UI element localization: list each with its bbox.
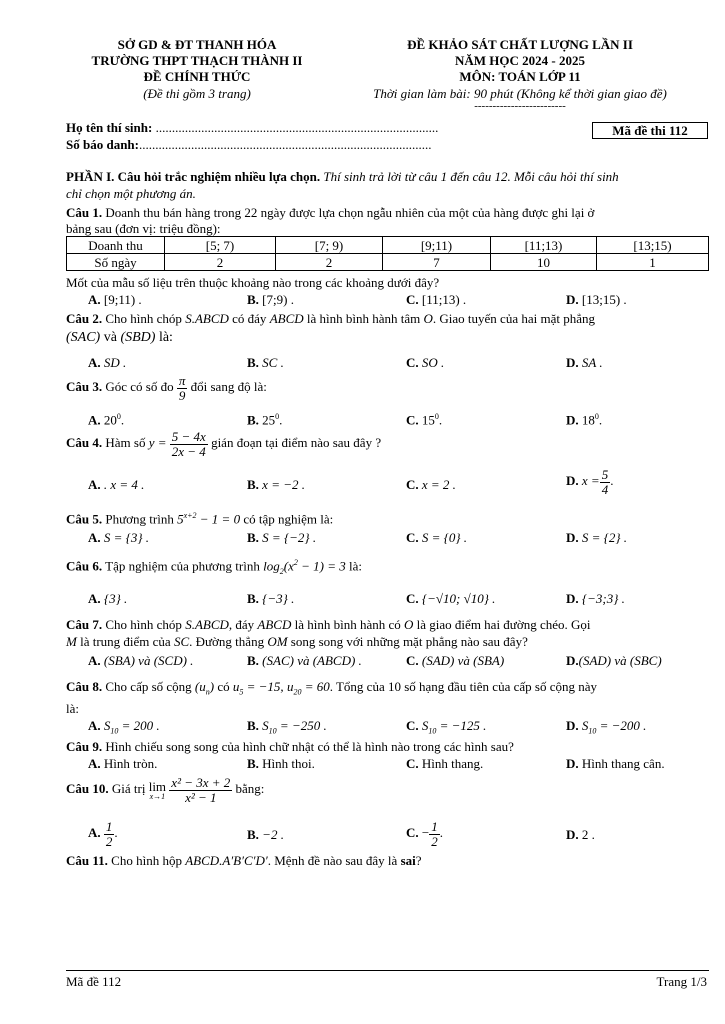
table-cell: Doanh thu [67,237,165,254]
q3-text [66,374,267,402]
option-text: − [421,825,430,841]
q3-frac-num: π [178,373,186,388]
q7-text-line2 [66,635,528,648]
option-text: {−3} . [262,591,295,606]
option-text: = −125 . [436,718,487,733]
q1-option-a[interactable] [88,293,142,306]
option-text: SO . [421,355,445,370]
q11-text [66,854,422,867]
q7-option-d[interactable] [566,654,662,667]
option-text: (SAD) và (SBC) [578,653,662,668]
table-cell: 1 [597,254,709,271]
option-text: (SAC) và (ABCD) . [262,653,362,668]
q1-text [66,206,594,219]
q5-eq-rest: − 1 = 0 [196,511,241,527]
q4-option-c[interactable] [406,478,456,491]
option-end: . [610,473,614,489]
table-row [67,254,709,271]
q1-text-2: bảng sau (đơn vị: triệu đồng): [66,221,221,236]
table-cell: [13;15) [597,237,709,254]
q2-text-2: có đáy [228,311,270,326]
table-cell: 7 [383,254,491,271]
option-label: D. [566,827,579,842]
sum-symbol: S [581,718,589,733]
q8-u20-val: = 60 [301,679,330,694]
q6-arg: (x [283,558,294,574]
q3-frac-den: 9 [178,387,186,403]
option-text: {−√10; √10} . [421,591,496,606]
frac-num: 5 [601,467,609,482]
q5-text-1: Phương trình [102,511,178,527]
option-text: [7;9) . [262,292,294,307]
option-text: SD . [103,355,127,370]
option-label: B. [247,412,259,428]
option-label: C. [406,412,419,428]
q4-option-a[interactable] [88,478,144,491]
option-label: D. [566,653,579,668]
part1-heading [66,170,619,183]
table-cell: Số ngày [67,254,165,271]
table-cell: 2 [276,254,383,271]
option-text: S = {−2} . [262,530,317,545]
option-text: S = {3} . [103,530,150,545]
q1-option-b[interactable] [247,293,294,306]
q7-option-c[interactable] [406,654,504,667]
q2-option-c[interactable] [406,356,444,369]
q5-option-d[interactable] [566,531,627,544]
q8-u20: u [286,679,294,694]
q5-eq-exp: x+2 [183,511,197,520]
q3-option-b[interactable]: B. $25^0$. [247,412,283,428]
option-text: Hình thang. [421,756,484,771]
q10-text [66,776,264,804]
q7-l2c: . Đường thẳng [189,634,268,649]
option-label: C. [406,355,419,370]
option-label: B. [247,827,259,842]
degree-sup: 0 [116,412,121,421]
option-text: = −200 . [596,718,647,733]
student-name-line[interactable] [66,121,438,134]
option-text: (SBA) và (SCD) . [103,653,194,668]
q6-text-1: Tập nghiệm của phương trình [102,558,264,574]
option-label: A. [88,653,101,668]
option-text: 15 [421,412,435,428]
sum-sub: 10 [268,726,277,736]
option-text: SA . [581,355,603,370]
option-label: A. [88,530,101,545]
option-text: SC . [262,355,284,370]
option-label: A. [88,355,101,370]
q7-text [66,618,591,631]
q11-text-2: . Mệnh đề nào sau đây là [267,853,401,868]
q4-option-b[interactable] [247,478,305,491]
q5-option-a[interactable] [88,531,149,544]
school-year: NĂM HỌC 2024 - 2025 [455,53,585,68]
q1-label: Câu 1. [66,205,103,220]
frac-num: 1 [105,819,113,834]
q10-text-1: Giá trị [108,781,149,797]
q8-seq-close: ) [209,679,215,694]
q9-label: Câu 9. [66,739,103,754]
table-cell: [7; 9) [276,237,383,254]
q9-option-c[interactable] [406,757,483,770]
option-label: A. [88,756,101,771]
q2-text-4: . Giao tuyến của hai mặt phẳng [432,311,595,326]
q4-text [66,430,381,458]
subject: MÔN: TOÁN LỚP 11 [459,69,581,84]
option-label: B. [247,477,259,492]
q10-fraction [169,776,232,804]
sum-symbol: S [262,718,269,733]
q3-text-2: đổi sang độ là: [187,379,267,395]
frac-den: 2 [431,833,438,849]
table-cell: [9;11) [383,237,491,254]
q10-option-c[interactable] [406,820,443,848]
q8-seq: (u [194,679,206,694]
header-separator: ------------------------- [474,100,566,112]
sum-sub: 10 [428,726,437,736]
q7-math-1: S.ABCD [185,617,229,632]
official-exam-label: ĐỀ CHÍNH THỨC [143,69,251,84]
table-cell: [11;13) [491,237,597,254]
q2-text-line2 [66,331,173,345]
option-label: B. [247,756,259,771]
revenue-table [66,236,709,271]
option-text: 18 [581,412,595,428]
option-label: B. [247,530,259,545]
q3-option-a[interactable]: A. $20^0$. [88,412,125,428]
footer-page-number: Trang 1/3 [656,974,707,989]
sum-sub: 10 [110,726,119,736]
option-label: D. [566,355,579,370]
q7-option-b[interactable] [247,654,362,667]
option-label: C. [406,653,419,668]
q2-and: và [100,330,121,345]
exam-title: ĐỀ KHẢO SÁT CHẤT LƯỢNG LẦN II [407,37,633,52]
q3-option-c[interactable]: C. $15^0$. [406,412,443,428]
q9-text [66,740,514,753]
part1-instruction: Thí sinh trả lời từ câu 1 đến câu 12. Mỗi câu hỏi thí sinh [320,169,619,184]
q3-fraction [177,374,188,402]
school-name: TRƯỜNG THPT THẠCH THÀNH II [91,53,303,68]
q5-option-b[interactable] [247,531,316,544]
q7-l2b: SC [173,634,190,649]
q4-fraction [170,430,208,458]
student-name-label: Họ tên thí sinh: [66,120,156,135]
q8-text-line2: là: [66,701,79,716]
option-label: C. [406,718,419,733]
option-label: C. [406,825,419,841]
q2-plane-sbd: (SBD) [120,330,156,345]
q2-math-2: ABCD [269,311,304,326]
q6-log-base: 2 [279,566,284,576]
table-cell: [5; 7) [165,237,276,254]
option-text: 20 [103,412,117,428]
q6-log: log [263,558,280,574]
option-end: . [114,825,118,841]
q2-plane-sac: (SAC) [66,330,101,345]
q1-option-c[interactable] [406,293,466,306]
option-label: B. [247,292,259,307]
q8-option-d[interactable] [566,719,646,736]
option-label: A. [88,292,101,307]
q4-frac-num: 5 − 4x [171,429,206,444]
option-text: 2 . [581,827,595,842]
option-label: C. [406,591,419,606]
q10-label: Câu 10. [66,781,109,797]
table-cell: 2 [165,254,276,271]
option-label: C. [406,477,419,492]
part1-instruction-2: chỉ chọn một phương án. [66,186,196,201]
part1-title: PHẦN I. Câu hỏi trắc nghiệm nhiều lựa chọn. [66,169,321,184]
q6-label: Câu 6. [66,558,103,574]
q1-option-d[interactable] [566,293,627,306]
q3-text-1: Góc có số đo [102,379,177,395]
q10-c-fraction [429,820,440,848]
q8-option-a[interactable] [88,719,160,736]
option-label: A. [88,412,101,428]
q2-text-3: là hình bình hành tâm [303,311,424,326]
frac-den: 2 [105,833,113,849]
q11-text-1: Cho hình hộp [107,853,186,868]
sum-sub: 10 [588,726,597,736]
q11-bold: sai [400,853,416,868]
q7-l2d: OM [267,634,288,649]
option-text: Hình thang cân. [581,756,665,771]
degree-sup: 0 [434,412,439,421]
option-text: = 200 . [118,718,160,733]
option-label: D. [566,530,579,545]
q7-l2e: song song với những mặt phẳng nào sau đây? [287,634,528,649]
q1-text-1: Doanh thu bán hàng trong 22 ngày được lựa chọn ngẫu nhiên của một của hàng được ghi lại ở [102,205,595,220]
sum-symbol: S [103,718,111,733]
q8-text [66,680,597,697]
footer-divider [66,970,709,971]
option-text: {−3;3} . [581,591,625,606]
option-label: C. [406,530,419,545]
q6-option-d[interactable] [566,592,625,605]
q7-text-2: , đáy [228,617,258,632]
school-dept: SỞ GD & ĐT THANH HÓA [117,37,277,52]
q10-frac-num: x² − 3x + 2 [171,775,231,790]
q10-option-d[interactable] [566,828,595,841]
q2-label: Câu 2. [66,311,103,326]
q9-text-1: Hình chiếu song song của hình chữ nhật có thể là hình nào trong các hình sau? [102,739,514,754]
q7-text-3: là hình bình hành có [291,617,405,632]
option-label: B. [247,653,259,668]
option-text: . x = 4 . [103,477,145,492]
q7-math-3: O [404,617,414,632]
option-text: S = {0} . [421,530,468,545]
q10-lim: lim [148,778,167,794]
option-label: D. [566,591,579,606]
option-label: D. [566,473,579,489]
option-label: A. [88,591,101,606]
option-text: x = −2 . [262,477,305,492]
option-label: A. [88,825,101,841]
option-text: {3} . [103,591,128,606]
sum-symbol: S [421,718,429,733]
q4-text-2: gián đoạn tại điểm nào sau đây ? [207,435,382,451]
option-text: (SAD) và (SBA) [421,653,505,668]
q8-text-1: Cho cấp số cộng [102,679,195,694]
q7-math-2: ABCD [257,617,292,632]
option-label: D. [566,412,579,428]
option-text: x = 2 . [421,477,456,492]
q8-text-3: . Tổng của 10 số hạng đầu tiên của cấp số cộng này [329,679,597,694]
q5-label: Câu 5. [66,511,103,527]
option-label: A. [88,718,101,733]
q4-frac-den: 2x − 4 [171,443,206,459]
q2-text [66,312,595,325]
time-limit: Thời gian làm bài: 90 phút (Không kể thời gian giao đề) [373,86,667,101]
q8-option-c[interactable] [406,719,486,736]
q4-label: Câu 4. [66,435,103,451]
q3-option-d[interactable]: D. $18^0$. [566,412,603,428]
q7-l2a: là trung điểm của [76,634,174,649]
option-label: C. [406,756,419,771]
q10-text-2: bằng: [232,781,265,797]
q6-rest: − 1) = 3 [297,558,346,574]
student-id-line[interactable] [66,138,431,151]
option-text: S = {2} . [581,530,628,545]
option-text: [11;13) . [421,292,467,307]
q2-math-3: O [423,311,433,326]
option-text: Hình thoi. [262,756,315,771]
option-text: −2 . [262,827,284,842]
q10-option-a[interactable] [88,820,118,848]
q5-eq-base: 5 [177,511,184,527]
q8-u5-sub: 5 [239,687,244,697]
q7-option-a[interactable] [88,654,193,667]
option-text: [13;15) . [581,292,627,307]
table-cell: 10 [491,254,597,271]
q7-m: M [66,634,77,649]
q2-text-1: Cho hình chóp [102,311,186,326]
degree-sup: 0 [594,412,599,421]
option-label: B. [247,355,259,370]
q2-option-a[interactable] [88,356,126,369]
q8-option-b[interactable] [247,719,327,736]
q7-text-4: là giao điểm hai đường chéo. Gọi [413,617,591,632]
page-count-note: (Đề thi gồm 3 trang) [143,86,251,101]
q8-u5-val: = −15, [243,679,287,694]
option-label: A. [88,477,101,492]
option-text: x = [581,473,600,489]
q7-text-1: Cho hình chóp [102,617,186,632]
q6-text-2: là: [345,558,362,574]
table-row [67,237,709,254]
option-text: = −250 . [276,718,327,733]
q4-option-d[interactable] [566,468,613,496]
student-name-dots: ....................................................................................... [155,120,439,135]
q11-math-1: ABCD.A′B′C′D′ [185,853,268,868]
q10-option-b[interactable] [247,828,284,841]
q1-text-3: Mốt của mẫu số liệu trên thuộc khoảng nào trong các khoảng dưới đây? [66,275,440,290]
q5-text-2: có tập nghiệm là: [240,511,334,527]
q6-option-b[interactable] [247,592,294,605]
q6-option-c[interactable] [406,592,495,605]
student-id-dots: .......................................................................................... [138,137,432,152]
q6-text [66,559,362,576]
q9-option-b[interactable] [247,757,315,770]
q2-option-b[interactable] [247,356,284,369]
frac-den: 4 [601,481,609,497]
q11-label: Câu 11. [66,853,108,868]
q8-text-2: có [214,679,233,694]
q8-seq-sub: n [205,687,210,697]
option-text: [9;11) . [103,292,142,307]
option-label: D. [566,756,579,771]
option-label: B. [247,718,259,733]
q9-option-d[interactable] [566,757,665,770]
q5-text [66,512,333,525]
option-label: D. [566,292,579,307]
q10-frac-den: x² − 1 [185,789,217,805]
option-text: Hình tròn. [103,756,158,771]
option-label: C. [406,292,419,307]
q4-text-1: Hàm số [102,435,149,451]
q8-label: Câu 8. [66,679,103,694]
degree-sup: 0 [275,412,280,421]
q2-is: là: [155,330,173,345]
q4-y: y = [148,435,167,451]
option-label: B. [247,591,259,606]
q8-u5: u [232,679,240,694]
q4-d-fraction [600,467,614,497]
q10-a-fraction [104,819,118,849]
footer-exam-code: Mã đề 112 [66,974,122,989]
q10-limit [149,780,166,801]
frac-num: 1 [431,819,438,834]
q8-u20-sub: 20 [293,687,302,697]
q6-option-a[interactable] [88,592,127,605]
student-id-label: Số báo danh: [66,137,139,152]
q5-option-c[interactable] [406,531,467,544]
q6-sup: 2 [293,558,298,567]
q3-label: Câu 3. [66,379,103,395]
q2-math-1: S.ABCD [185,311,229,326]
option-end: . [439,825,443,841]
option-text: 25 [262,412,276,428]
q9-option-a[interactable] [88,757,157,770]
exam-code-box: Mã đề thi 112 [592,122,708,139]
q7-label: Câu 7. [66,617,103,632]
q2-option-d[interactable] [566,356,603,369]
option-label: D. [566,718,579,733]
q10-lim-sub: x→1 [149,791,166,801]
q11-text-3: ? [415,853,422,868]
